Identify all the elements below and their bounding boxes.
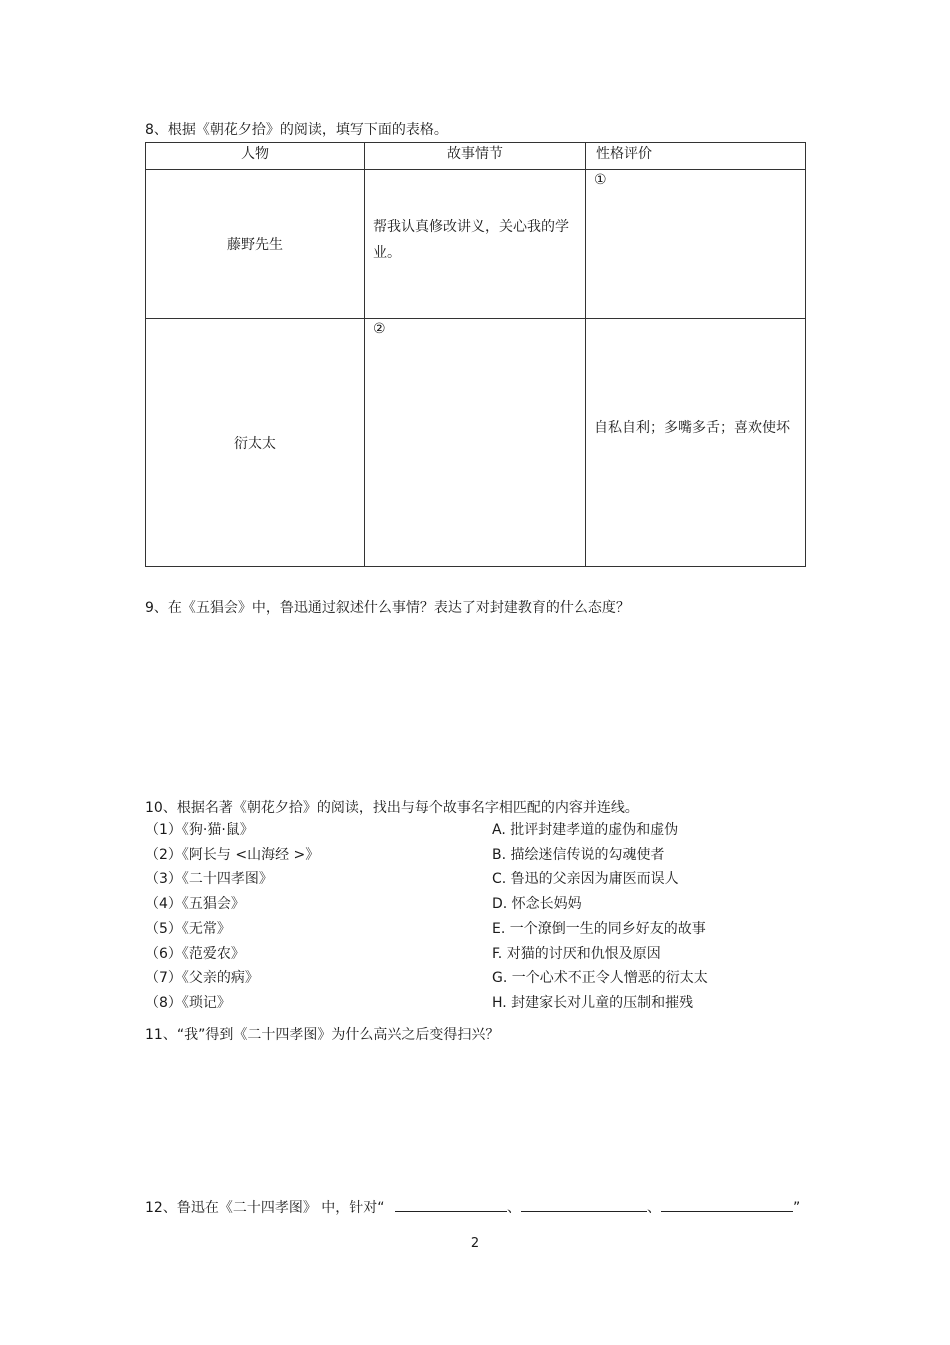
answer-blank-1[interactable]: [395, 1197, 507, 1212]
q10-left-list: [145, 818, 319, 1016]
evaluation-mark: ①: [594, 172, 607, 188]
q9-text: 9、在《五猖会》中，鲁迅通过叙述什么事情？表达了对封建教育的什么态度？: [145, 600, 630, 616]
list-item: C. 鲁迅的父亲因为庸医而误人: [492, 871, 679, 888]
q10-right-list: [492, 818, 708, 1016]
q8-title: 8、根据《朝花夕拾》的阅读，填写下面的表格。: [145, 122, 448, 138]
plot-mark: ②: [373, 321, 386, 337]
q10-text: 10、根据名著《朝花夕拾》的阅读，找出与每个故事名字相匹配的内容并连线。: [145, 800, 639, 816]
q11-text: 11、“我”得到《二十四孝图》为什么高兴之后变得扫兴？: [145, 1027, 500, 1043]
plot-cell: [365, 319, 586, 567]
list-item: （4）《五猖会》: [145, 896, 245, 913]
page-number: 2: [470, 1236, 480, 1251]
table-row: [146, 170, 806, 319]
person-cell: [146, 319, 365, 567]
person-name: 衍太太: [234, 435, 276, 452]
list-item: （1）《狗·猫·鼠》: [145, 822, 254, 838]
plot-cell: [365, 170, 586, 319]
person-cell: [146, 170, 365, 319]
list-item: E. 一个潦倒一生的同乡好友的故事: [492, 920, 706, 937]
list-item: （3）《二十四孝图》: [145, 871, 273, 888]
answer-blank-2[interactable]: [521, 1197, 647, 1212]
plot-text: 帮我认真修改讲义，关心我的学业。: [373, 219, 569, 261]
evaluation-text: 自私自利；多嘴多舌；喜欢使坏: [594, 420, 790, 436]
list-item: F. 对猫的讨厌和仇恨及原因: [492, 945, 661, 962]
list-item: （6）《范爱农》: [145, 945, 245, 962]
q12-suffix: ”: [792, 1200, 801, 1216]
list-item: （2）《阿长与 <山海经 >》: [145, 846, 320, 863]
q8-table: [145, 142, 806, 567]
list-item: B. 描绘迷信传说的勾魂使者: [492, 846, 665, 863]
person-name: 藤野先生: [227, 237, 283, 253]
list-item: G. 一个心术不正令人憎恶的衍太太: [492, 970, 708, 987]
list-item: （5）《无常》: [145, 920, 231, 937]
q12-line: [145, 1197, 800, 1217]
header-evaluation: 性格评价: [586, 143, 806, 170]
list-item: （8）《琐记》: [145, 994, 231, 1011]
q12-prefix: 12、鲁迅在《二十四孝图》 中，针对“: [145, 1200, 385, 1216]
header-plot: 故事情节: [365, 143, 586, 170]
q12-sep: 、: [646, 1200, 661, 1216]
answer-blank-3[interactable]: [661, 1197, 793, 1212]
evaluation-cell: [586, 319, 806, 567]
q12-sep: 、: [506, 1200, 521, 1216]
list-item: A. 批评封建孝道的虚伪和虚伪: [492, 822, 679, 838]
evaluation-cell: [586, 170, 806, 319]
header-person: 人物: [146, 143, 365, 170]
list-item: D. 怀念长妈妈: [492, 896, 582, 913]
list-item: H. 封建家长对儿童的压制和摧残: [492, 994, 694, 1011]
list-item: （7）《父亲的病》: [145, 970, 259, 987]
table-row: [146, 319, 806, 567]
table-header-row: [146, 143, 806, 170]
